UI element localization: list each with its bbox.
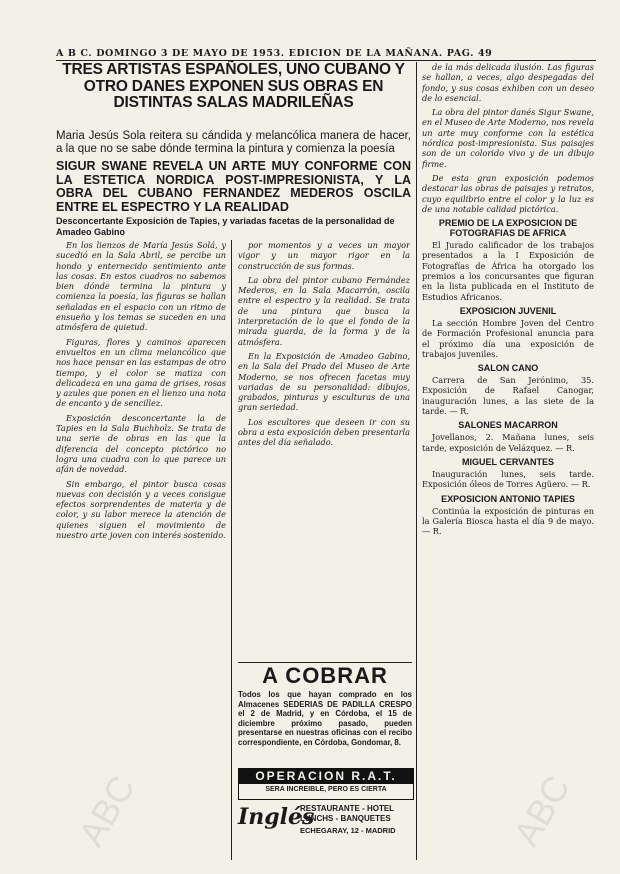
operacion-ad <box>238 768 414 800</box>
main-headline: TRES ARTISTAS ESPAÑOLES, UNO CUBANO Y OTRO DANES EXPONEN SUS OBRAS EN DISTINTAS SALAS MADRILEÑAS <box>62 61 405 111</box>
paragraph: La obra del pintor danés Sigur Swane, en el Museo de Arte Moderno, nos revela un arte muy conforme con la estética nórdica post-impresionista. Sus paisajes son de un colorido vivo y de un dibujo firme. <box>422 107 594 169</box>
miguel-text: Inauguración lunes, seis tarde. Exposición óleos de Torres Agüero. — R. <box>422 468 594 490</box>
operacion-sub: SERA INCREIBLE, PERO ES CIERTA <box>265 786 387 793</box>
watermark-1: ABC <box>70 768 143 854</box>
paragraph: Los escultores que deseen ir con su obra a esta exposición deben presentarla antes del día señalado. <box>238 416 410 448</box>
ingles-logo: Inglés <box>238 804 315 830</box>
a-cobrar-ad <box>238 664 412 764</box>
watermark-2: ABC <box>505 768 578 854</box>
operacion-title: OPERACION R.A.T. <box>239 769 413 784</box>
premio-heading: PREMIO DE LA EXPOSICION DE FOTOGRAFIAS DE AFRICA <box>438 218 578 239</box>
ingles-ad <box>238 802 412 852</box>
subhead-swane: SIGUR SWANE REVELA UN ARTE MUY CONFORME CON LA ESTETICA NORDICA POST-IMPRESIONISTA, Y LA OBRA DEL CUBANO FERNANDEZ MEDEROS OSCILA ENTRE EL ESPECTRO Y LA REALIDAD <box>56 159 411 214</box>
subhead-tapies-gabino: Desconcertante Exposición de Tapies, y variadas facetas de la personalidad de Amadeo Gabino <box>56 216 395 237</box>
paragraph: En la Exposición de Amadeo Gabino, en la Sala del Prado del Museo de Arte Moderno, se nos ofrecen facetas muy variadas de su personalidad: dibujos, grabados, pinturas y esculturas de una gran seriedad. <box>238 350 410 413</box>
tapies-heading: EXPOSICION ANTONIO TAPIES <box>441 493 575 504</box>
ingles-line1: RESTAURANTE - HOTEL <box>300 804 395 813</box>
paragraph: de la más delicada ilusión. Las figuras se hallan, a veces, algo despegadas del fondo, y sus cosas exhiben con un deseo de lo esencial. <box>422 62 594 103</box>
juvenil-text: La sección Hombre Joven del Centro de Formación Profesional anuncia para el próximo día una exposición de trabajos juveniles. <box>422 317 594 359</box>
article-column-a <box>56 240 226 868</box>
paragraph: De esta gran exposición podemos destacar las obras de paisajes y retratos, cuyo equilibrio entre el color y la luz es de una notable calidad pictórica. <box>422 172 594 214</box>
subhead-sola: Maria Jesús Sola reitera su cándida y melancólica manera de hacer, a la que no se sabe dónde termina la pintura y comienza la poesía <box>56 130 411 155</box>
premio-text: El Jurado calificador de los trabajos presentados a la I Exposición de Fotografías de África ha otorgado los premios a los concursantes que figuran en la lista publicada en el Instituto de Estudios Africanos. <box>422 240 594 302</box>
paragraph: Exposición desconcertante la de Tapies en la Sala Buchholz. Se trata de una serie de obras en las que la diferencia del concepto pictórico no logra una cuadra con lo que parece un afán de novedad. <box>56 412 226 475</box>
column-rule-1 <box>231 240 232 860</box>
ingles-services <box>300 804 412 824</box>
cano-heading: SALON CANO <box>477 363 539 374</box>
macarron-text: Jovellanos, 2. Mañana lunes, seis tarde, exposición de Velázquez. — R. <box>422 432 594 453</box>
ad-text: Todos los que hayan comprado en los Almacenes SEDERIAS DE PADILLA CRESPO el 2 de Madrid, y en Córdoba, el 15 de diciembre próximo pasado, pueden presentarse en nuestras oficinas con el recibo correspondiente, en Córdoba, Gondomar, 8. <box>238 690 412 747</box>
article-column-b <box>238 240 410 658</box>
ingles-address: ECHEGARAY, 12 - MADRID <box>300 826 396 835</box>
tapies-text: Continúa la exposición de pinturas en la Galería Biosca hasta el día 9 de mayo. — R. <box>422 505 594 537</box>
miguel-heading: MIGUEL CERVANTES <box>461 456 554 467</box>
paragraph: Sin embargo, el pintor busca cosas nuevas con decisión y a veces consigue efectos sorprendentes de materia y de color, y su labor merece la atención de quienes siguen el movimiento de nuestro arte joven con interés sostenido. <box>56 478 226 541</box>
paragraph: por momentos y a veces un mayor vigor y un mayor rigor en la construcción de sus formas. <box>238 240 410 271</box>
article-column-c <box>422 62 594 874</box>
juvenil-heading: EXPOSICION JUVENIL <box>459 305 557 316</box>
ad-title: A COBRAR <box>262 663 388 688</box>
column-rule-2 <box>416 62 417 860</box>
running-head: A B C. DOMINGO 3 DE MAYO DE 1953. EDICION DE LA MAÑANA. PAG. 49 <box>56 48 493 59</box>
paragraph: En los lienzos de María Jesús Solá, y sucedió en la Sala Abril, se percibe un hondo y enternecido sentimiento ante las cosas. En estos cuadros no sabemos bien dónde termina la pintura y comienza la poesía, las figuras se hallan señaladas en el espacio con un ritmo de ensueño y los temas se suceden en una atmósfera de quietud. <box>56 240 226 333</box>
cano-text: Carrera de San Jerónimo, 35. Exposición de Rafael Canogar, inauguración lunes, a las siete de la tarde. — R. <box>422 375 594 417</box>
paragraph: La obra del pintor cubano Fernández Mederos, en la Sala Macarrón, oscila entre el espectro y la realidad. Se trata de una pintura que busca la interpretación de lo que el fondo de la mirada guarda, de la forma y de la atmósfera. <box>238 274 410 347</box>
ingles-line2: LUNCHS - BANQUETES <box>300 814 391 823</box>
paragraph: Figuras, flores y caminos aparecen envueltos en un clima melancólico que nos hace pensar en las estampas de otro tiempo, y el color se matiza con delicadeza en una gama de grises, rosas y azules que ponen en el lienzo una nota de encanto y de sencillez. <box>56 336 226 409</box>
macarron-heading: SALONES MACARRON <box>458 420 558 431</box>
